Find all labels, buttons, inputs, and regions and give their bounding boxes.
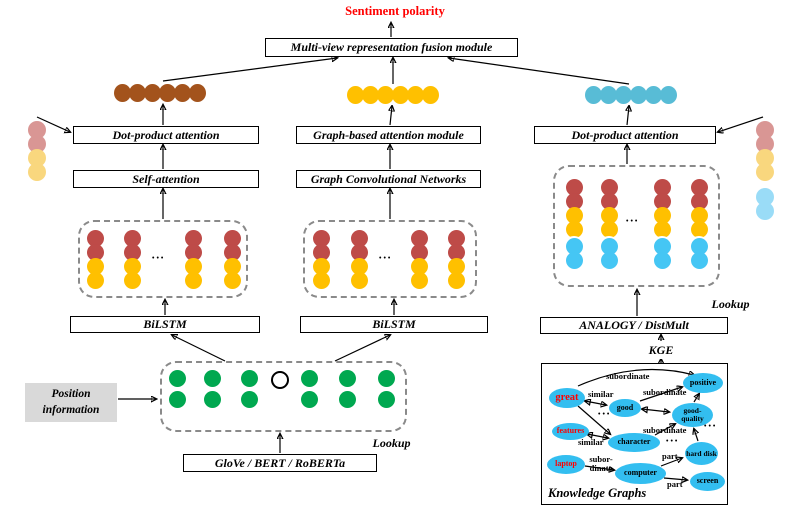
kge-label: KGE: [639, 342, 683, 359]
knowledge-graph-panel: [541, 363, 728, 505]
kg-edge-label: part: [662, 451, 678, 461]
kg-edge-label: subordinate: [606, 371, 650, 381]
sentiment-polarity-title: Sentiment polarity: [345, 4, 445, 18]
kg-edge-label: similar: [588, 389, 614, 399]
kg-caption: Knowledge Graphs: [548, 486, 647, 500]
kg-node-character: character: [608, 433, 660, 452]
bilstm-box-left: BiLSTM: [70, 316, 260, 333]
gap-dots: •••: [626, 217, 640, 225]
query-stack-right-bottom: [753, 186, 776, 224]
lookup-label-bottom: Lookup: [368, 435, 415, 451]
fusion-module-box: Multi-view representation fusion module: [265, 38, 518, 57]
query-stack-left: [25, 119, 48, 190]
kg-dots: •••: [598, 410, 612, 418]
lookup-label-right: Lookup: [706, 296, 755, 313]
kg-edge-label: subordinate: [643, 387, 687, 397]
attention-box-middle: Graph-based attention module: [296, 126, 481, 144]
kg-node-hard-disk: hard disk: [685, 442, 718, 465]
representation-row-middle: [345, 85, 441, 105]
kg-node-great: great: [549, 388, 585, 408]
kg-node-good-quality: good-quality: [672, 403, 713, 427]
bilstm-box-middle: BiLSTM: [300, 316, 488, 333]
kg-dots: •••: [704, 422, 718, 430]
gap-dots: •••: [152, 254, 166, 262]
encoder-box-left: Self-attention: [73, 170, 259, 188]
kg-dots: •••: [666, 437, 680, 445]
kg-node-laptop: laptop: [547, 455, 585, 474]
kg-node-computer: computer: [615, 463, 666, 484]
query-stack-right-top: [753, 119, 776, 189]
kge-models-box: ANALOGY / DistMult: [540, 317, 728, 334]
attention-box-left: Dot-product attention: [73, 126, 259, 144]
kg-edge-label: subordinate: [643, 425, 687, 435]
kg-edge-label: part: [667, 479, 683, 489]
kg-node-positive: positive: [683, 373, 723, 393]
kg-node-features: features: [552, 423, 589, 440]
encoder-box-middle: Graph Convolutional Networks: [296, 170, 481, 188]
kg-edge-label: similar: [578, 437, 604, 447]
position-information-box: Position information: [25, 383, 117, 422]
embedding-models-box: GloVe / BERT / RoBERTa: [183, 454, 377, 472]
attention-box-right: Dot-product attention: [534, 126, 716, 144]
gap-dots: •••: [379, 254, 393, 262]
kg-node-screen: screen: [690, 472, 725, 491]
kg-node-good: good: [609, 399, 641, 417]
aspect-position-circle: [271, 371, 289, 389]
kg-edge-label: subor- dinate: [589, 454, 613, 473]
representation-row-right: [583, 85, 677, 105]
representation-row-left: [112, 83, 208, 103]
